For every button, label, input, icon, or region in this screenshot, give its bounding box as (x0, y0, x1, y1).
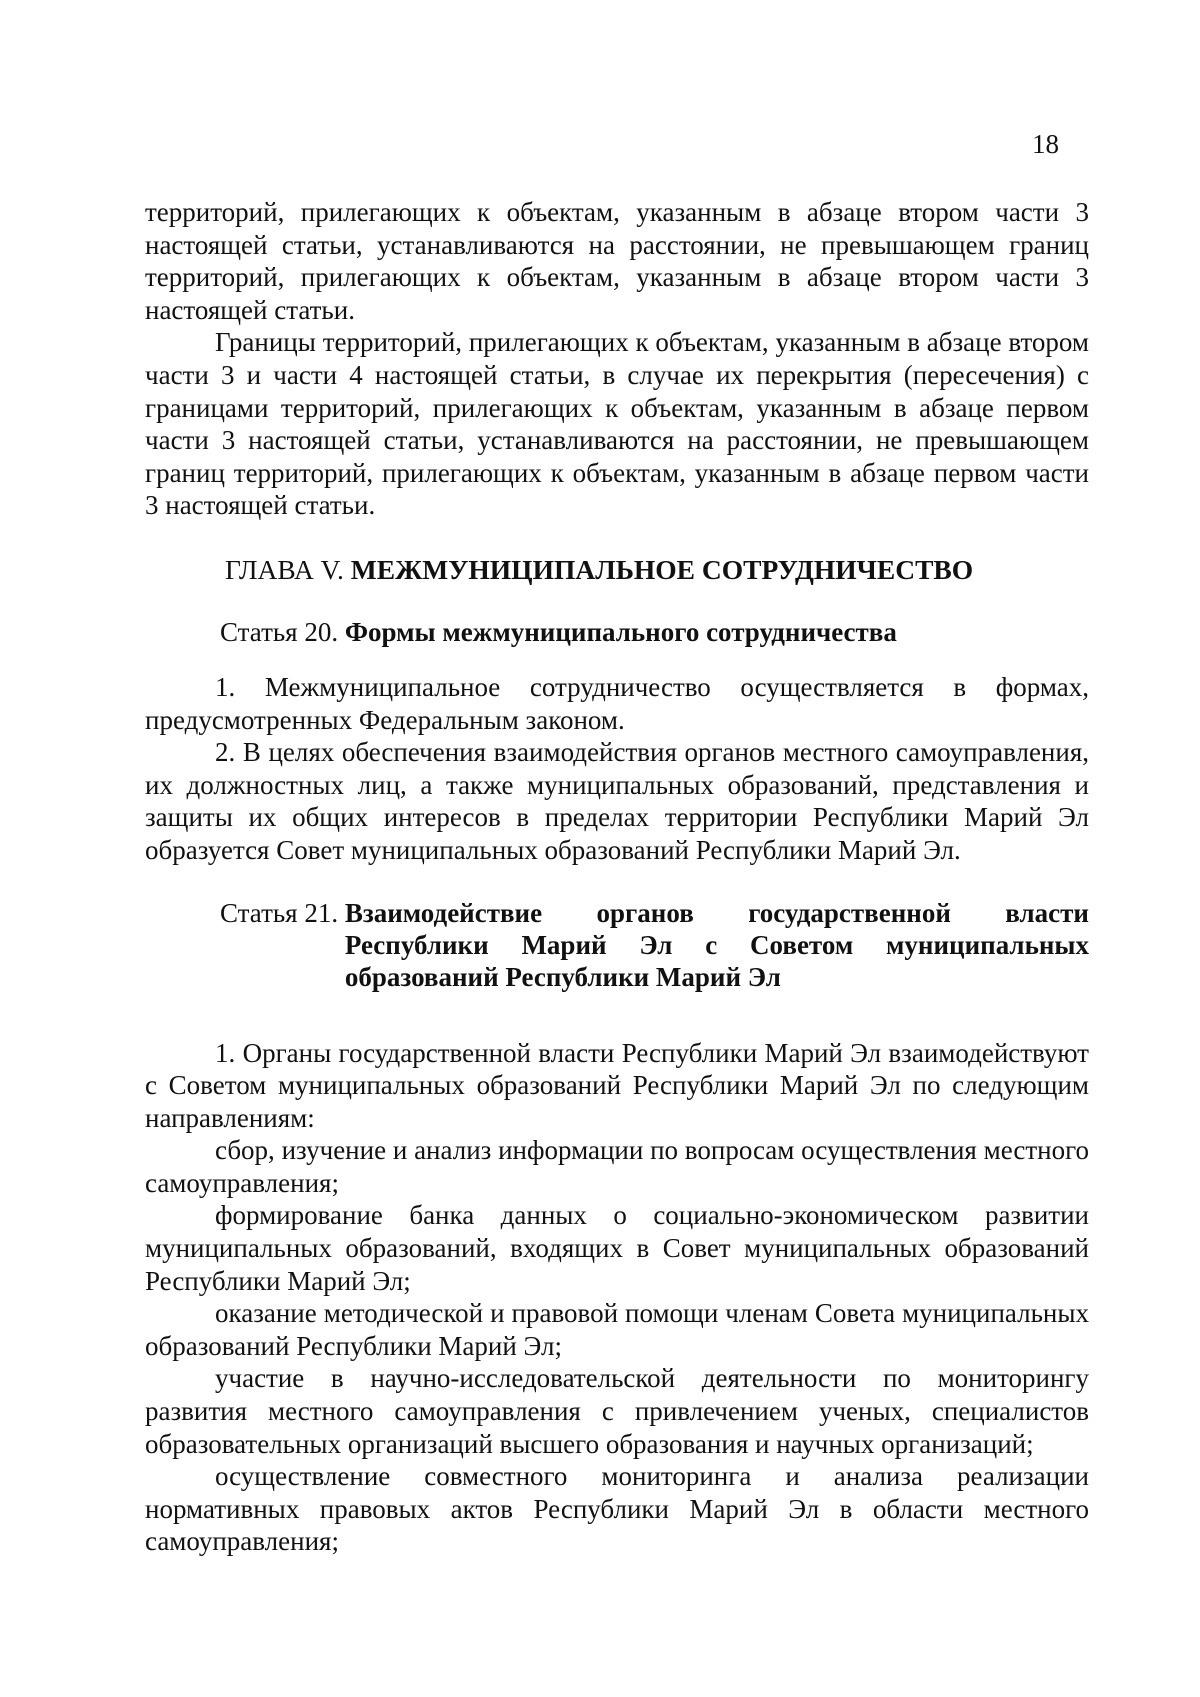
paragraph-boundaries: Границы территорий, прилегающих к объектам, указанным в абзаце втором части 3 и части 4 настоящей статьи, в случае их перекрытия (пересечения) с границами территорий, прилегающих к объектам, указанным в абзаце первом части 3 настоящей статьи, устанавливаются на расстоянии, не превышающем границ территорий, прилегающих к объектам, указанным в абзаце первом части 3 настоящей статьи. (145, 327, 1089, 521)
article-21-direction-databank: формирование банка данных о социально-экономическом развитии муниципальных образований, входящих в Совет муниципальных образований Республики Марий Эл; (145, 1200, 1089, 1296)
article-21-heading (145, 897, 1089, 993)
document-body (145, 196, 1089, 1558)
article-21-title: Взаимодействие органов государственной власти Республики Марий Эл с Советом муниципальных образований Республики Марий Эл (344, 897, 1089, 992)
chapter-title: МЕЖМУНИЦИПАЛЬНОЕ СОТРУДНИЧЕСТВО (350, 553, 974, 585)
article-21-direction-assistance: оказание методической и правовой помощи членам Совета муниципальных образований Республики Марий Эл; (145, 1298, 1089, 1361)
article-20-heading (145, 615, 1089, 649)
page-number: 18 (1032, 129, 1059, 159)
article-21-direction-monitoring: осуществление совместного мониторинга и анализа реализации нормативных правовых актов Республики Марий Эл в области местного самоуправления; (145, 1461, 1089, 1557)
article-20-title: Формы межмуниципального сотрудничества (344, 616, 897, 647)
chapter-heading (145, 553, 1089, 587)
article-21-direction-research: участие в научно-исследовательской деятельности по мониторингу развития местного самоуправления с привлечением ученых, специалистов образовательных организаций высшего образования и научных организаций; (145, 1363, 1089, 1459)
article-20-item-2: 2. В целях обеспечения взаимодействия органов местного самоуправления, их должностных лиц, а также муниципальных образований, представления и защиты их общих интересов в пределах территории Республики Марий Эл образуется Совет муниципальных образований Республики Марий Эл. (145, 737, 1089, 865)
article-21-prefix: Статья 21. (220, 897, 345, 928)
article-21-item-1: 1. Органы государственной власти Республики Марий Эл взаимодействуют с Советом муниципальных образований Республики Марий Эл по следующим направлениям: (145, 1037, 1089, 1133)
chapter-prefix: ГЛАВА V. (225, 553, 351, 585)
article-20-item-1: 1. Межмуниципальное сотрудничество осуществляется в формах, предусмотренных Федеральным законом. (145, 671, 1089, 735)
paragraph-continuation: территорий, прилегающих к объектам, указанным в абзаце втором части 3 настоящей статьи, устанавливаются на расстоянии, не превышающем границ территорий, прилегающих к объектам, указанным в абзаце втором части 3 настоящей статьи. (145, 197, 1089, 325)
article-20-prefix: Статья 20. (220, 616, 345, 647)
article-21-direction-collection: сбор, изучение и анализ информации по вопросам осуществления местного самоуправления; (145, 1135, 1089, 1198)
